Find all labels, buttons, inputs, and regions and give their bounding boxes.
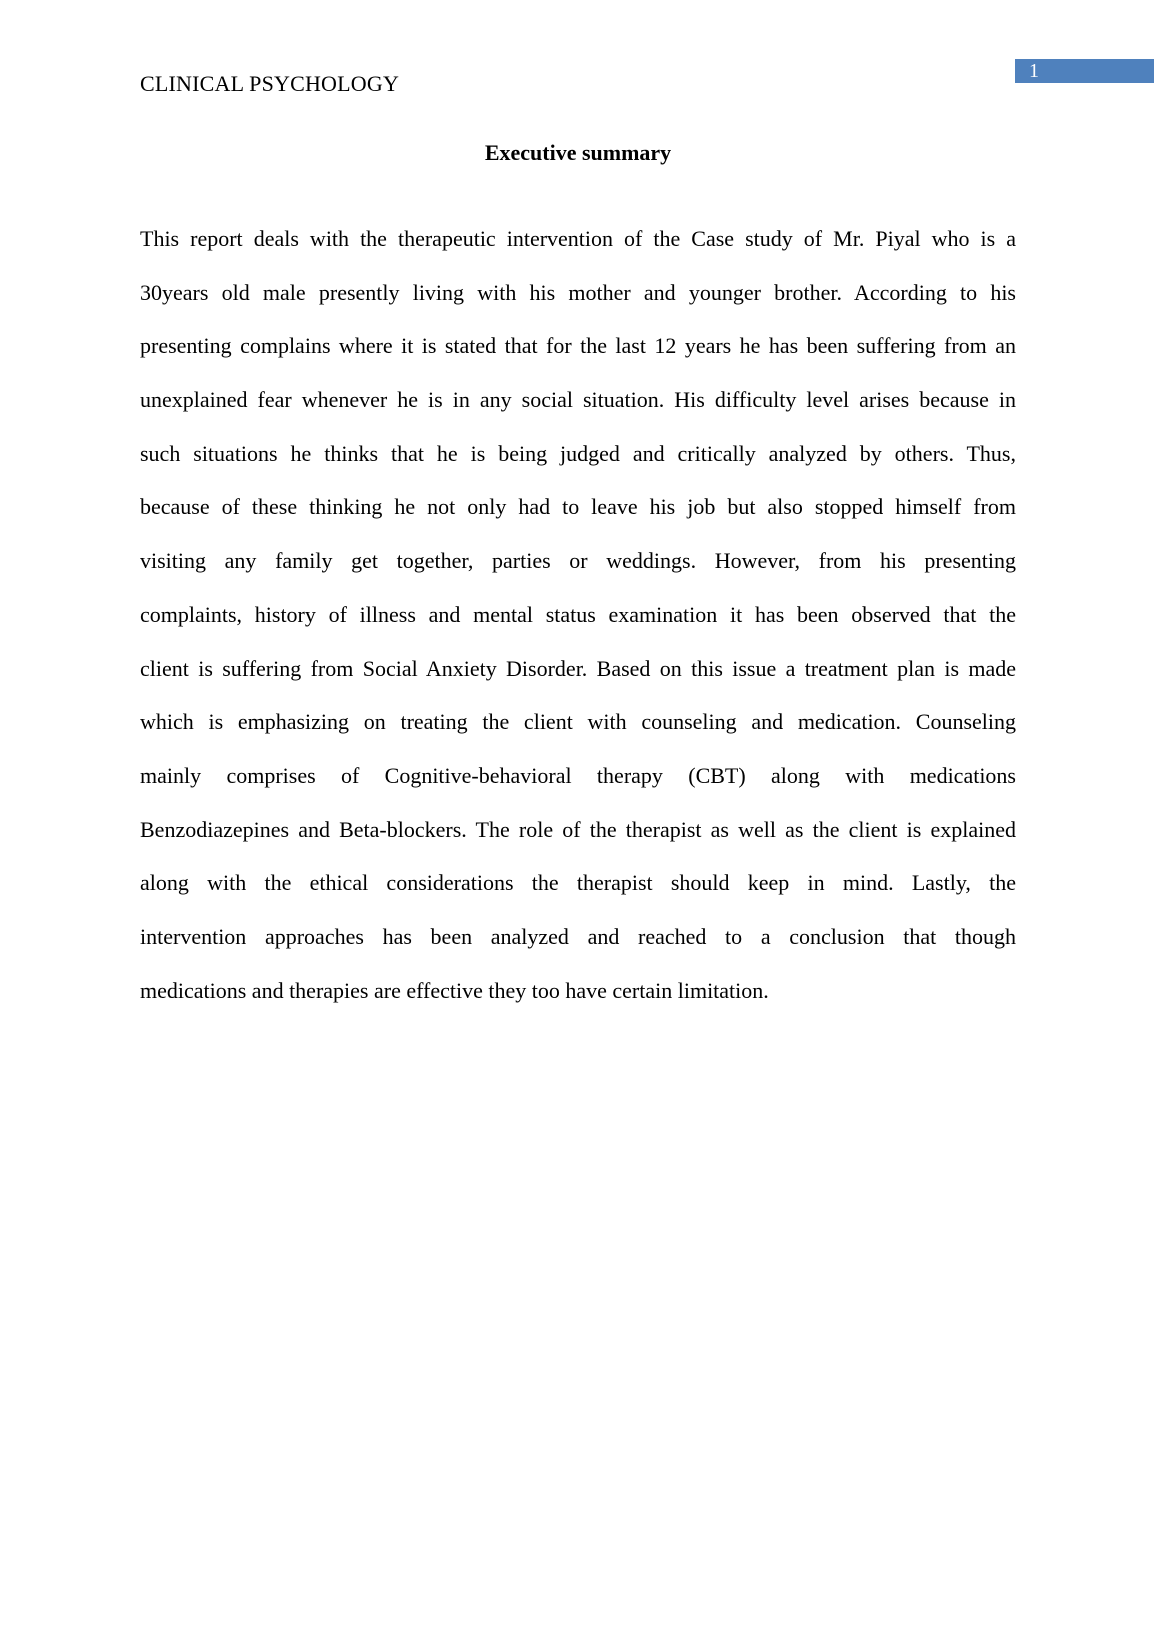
paragraph-line: medications and therapies are effective they too have certain limitation. bbox=[140, 977, 769, 1003]
paragraph-line: such situations he thinks that he is being judged and critically analyzed by others. Thus, bbox=[140, 440, 1016, 466]
page-number-bar bbox=[1015, 59, 1154, 83]
paragraph-line: because of these thinking he not only had to leave his job but also stopped himself from bbox=[140, 494, 1016, 520]
paragraph-line: Benzodiazepines and Beta-blockers. The role of the therapist as well as the client is explained bbox=[140, 816, 1016, 842]
paragraph-line: along with the ethical considerations the therapist should keep in mind. Lastly, the bbox=[140, 870, 1016, 896]
paragraph-line: This report deals with the therapeutic intervention of the Case study of Mr. Piyal who is a bbox=[140, 226, 1016, 251]
document-title: Executive summary bbox=[484, 140, 672, 165]
paragraph-line: intervention approaches has been analyzed and reached to a conclusion that though bbox=[140, 923, 1016, 949]
paragraph-line: complaints, history of illness and mental status examination it has been observed that the bbox=[140, 601, 1016, 627]
executive-summary-paragraph bbox=[140, 212, 1016, 1017]
page-number: 1 bbox=[1029, 60, 1039, 82]
running-head: CLINICAL PSYCHOLOGY bbox=[140, 71, 400, 96]
paragraph-line: mainly comprises of Cognitive-behavioral therapy (CBT) along with medications bbox=[140, 762, 1016, 788]
paragraph-line: 30years old male presently living with his mother and younger brother. According to his bbox=[140, 279, 1016, 305]
paragraph-line: visiting any family get together, parties or weddings. However, from his presenting bbox=[140, 548, 1016, 574]
paragraph-line: client is suffering from Social Anxiety Disorder. Based on this issue a treatment plan is made bbox=[140, 655, 1016, 681]
paragraph-line: unexplained fear whenever he is in any social situation. His difficulty level arises because in bbox=[140, 387, 1016, 413]
paragraph-line: which is emphasizing on treating the client with counseling and medication. Counseling bbox=[140, 709, 1016, 735]
paragraph-line: presenting complains where it is stated that for the last 12 years he has been suffering from an bbox=[140, 333, 1016, 359]
